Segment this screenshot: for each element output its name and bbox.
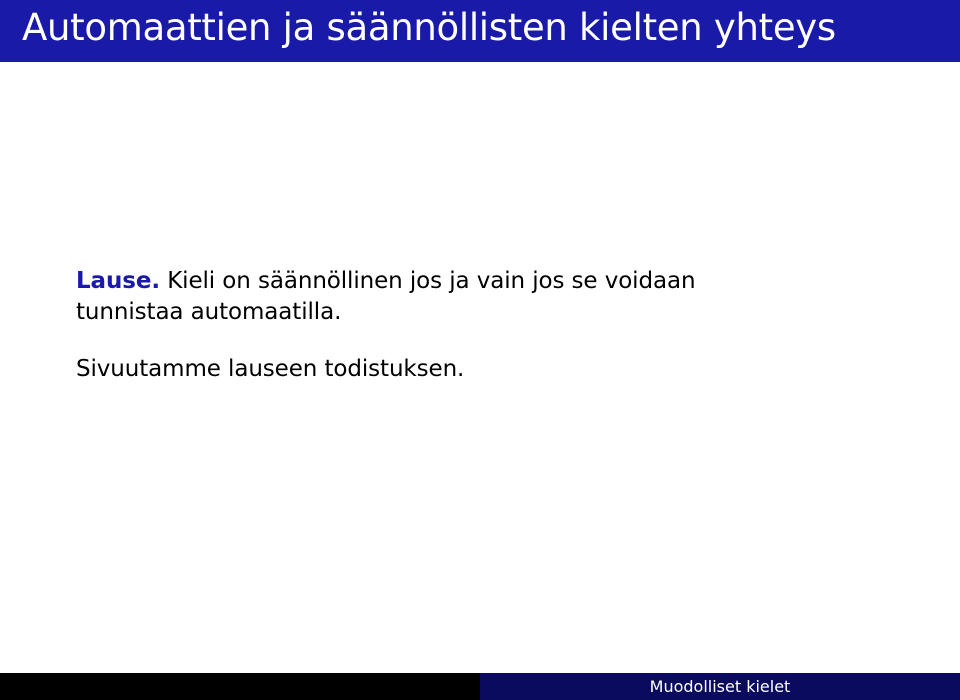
- footer-title: Muodolliset kielet: [649, 677, 791, 696]
- slide-content: [76, 266, 876, 385]
- theorem-text-line1: Kieli on säännöllinen jos ja vain jos se voidaan: [159, 268, 696, 294]
- slide-title: Automaattien ja säännöllisten kielten yhteys: [22, 6, 836, 49]
- remark-text: Sivuutamme lauseen todistuksen.: [76, 356, 465, 382]
- theorem-label: Lause.: [76, 268, 160, 294]
- footer-bar: [0, 673, 960, 700]
- theorem-text-line2: tunnistaa automaatilla.: [76, 299, 342, 325]
- theorem-block: [76, 266, 876, 328]
- slide-title-bar: [0, 0, 960, 62]
- footer-title-box: [480, 673, 960, 700]
